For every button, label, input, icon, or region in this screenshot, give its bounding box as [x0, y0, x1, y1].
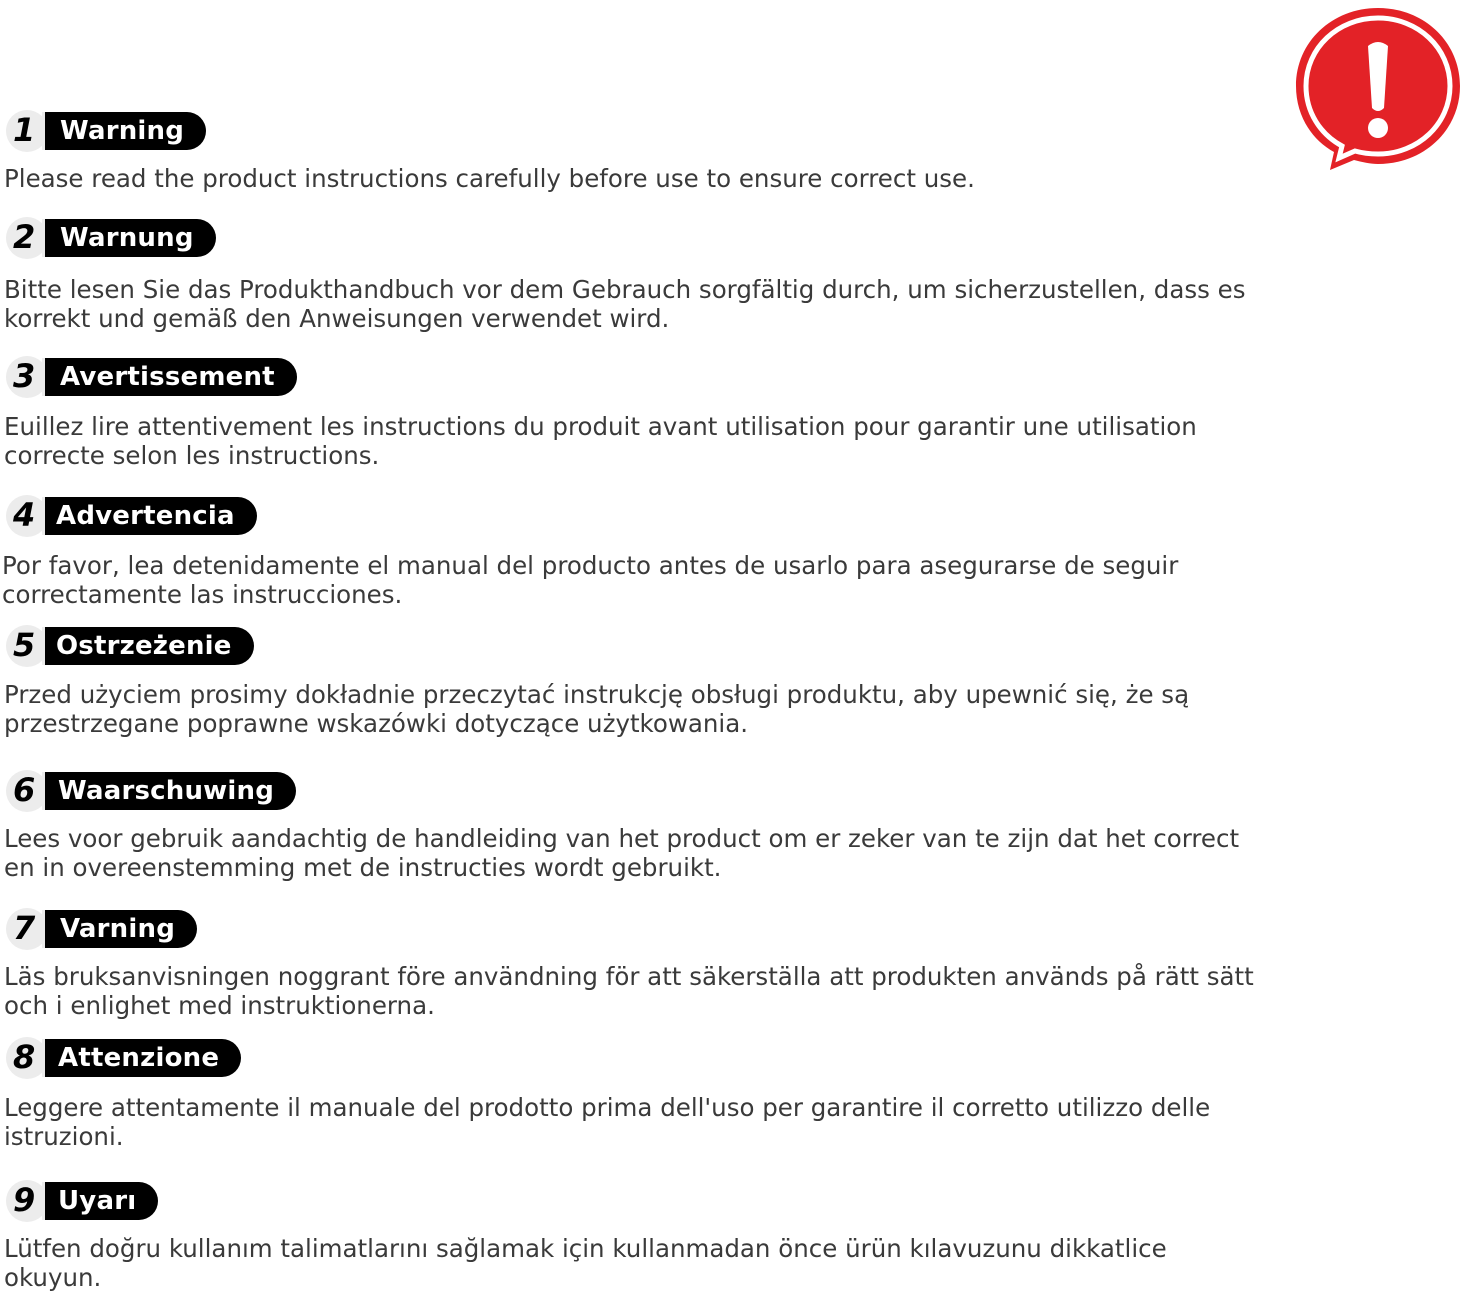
section-number: 4: [13, 496, 36, 534]
warning-section-9: [0, 1180, 1260, 1292]
warning-heading-2: [0, 217, 1260, 259]
warning-heading-9: [0, 1180, 1260, 1222]
warning-section-7: [0, 908, 1260, 1020]
section-title: Avertissement: [42, 358, 297, 396]
section-text: Leggere attentamente il manuale del prodotto prima dell'uso per garantire il corretto utilizzo delle istruzioni.: [4, 1093, 1211, 1151]
section-text: Läs bruksanvisningen noggrant före användning för att säkerställa att produkten används på rätt sätt och i enlighet med instruktionerna.: [4, 962, 1254, 1020]
section-number: 1: [13, 111, 36, 149]
warning-heading-5: [0, 625, 1260, 667]
section-number: 6: [13, 771, 36, 809]
section-text: Bitte lesen Sie das Produkthandbuch vor dem Gebrauch sorgfältig durch, um sicherzustellen, dass es korrekt und gemäß den Anweisungen verwendet wird.: [4, 275, 1246, 333]
section-title: Uyarı: [42, 1182, 158, 1220]
warning-section-5: [0, 625, 1260, 738]
section-number: 2: [13, 218, 36, 256]
warning-heading-8: [0, 1037, 1260, 1079]
section-number: 9: [13, 1181, 36, 1219]
section-title: Warning: [42, 112, 206, 150]
section-number: 5: [13, 626, 36, 664]
section-text: Lees voor gebruik aandachtig de handleiding van het product om er zeker van te zijn dat het correct en in overeenstemming met de instructies wordt gebruikt.: [4, 824, 1240, 882]
section-title: Advertencia: [42, 497, 257, 535]
warning-section-6: [0, 770, 1260, 882]
warning-section-8: [0, 1037, 1260, 1151]
exclamation-speech-bubble-icon: [1292, 4, 1464, 174]
section-title: Warnung: [42, 219, 216, 257]
section-text: Euillez lire attentivement les instructions du produit avant utilisation pour garantir une utilisation correcte selon les instructions.: [4, 412, 1197, 470]
warning-section-4: [0, 495, 1260, 609]
warning-section-2: [0, 217, 1260, 333]
section-title: Waarschuwing: [42, 772, 296, 810]
section-number: 8: [13, 1038, 36, 1076]
warning-heading-4: [0, 495, 1260, 537]
section-title: Attenzione: [42, 1039, 241, 1077]
section-text: Please read the product instructions carefully before use to ensure correct use.: [4, 164, 975, 193]
warning-heading-6: [0, 770, 1260, 812]
warning-heading-7: [0, 908, 1260, 950]
warning-heading-1: [0, 110, 1260, 152]
section-title: Ostrzeżenie: [42, 627, 254, 665]
section-number: 3: [13, 357, 36, 395]
section-number: 7: [13, 909, 36, 947]
section-title: Varning: [42, 910, 197, 948]
warning-section-3: [0, 356, 1260, 470]
section-text: Lütfen doğru kullanım talimatlarını sağlamak için kullanmadan önce ürün kılavuzunu dikkatlice okuyun.: [4, 1234, 1167, 1292]
warning-heading-3: [0, 356, 1260, 398]
warning-section-1: [0, 110, 1260, 193]
section-text: Przed użyciem prosimy dokładnie przeczytać instrukcję obsługi produktu, aby upewnić się, że są przestrzegane poprawne wskazówki dotyczące użytkowania.: [4, 680, 1190, 738]
section-text: Por favor, lea detenidamente el manual del producto antes de usarlo para asegurarse de seguir correctamente las instrucciones.: [2, 551, 1179, 609]
